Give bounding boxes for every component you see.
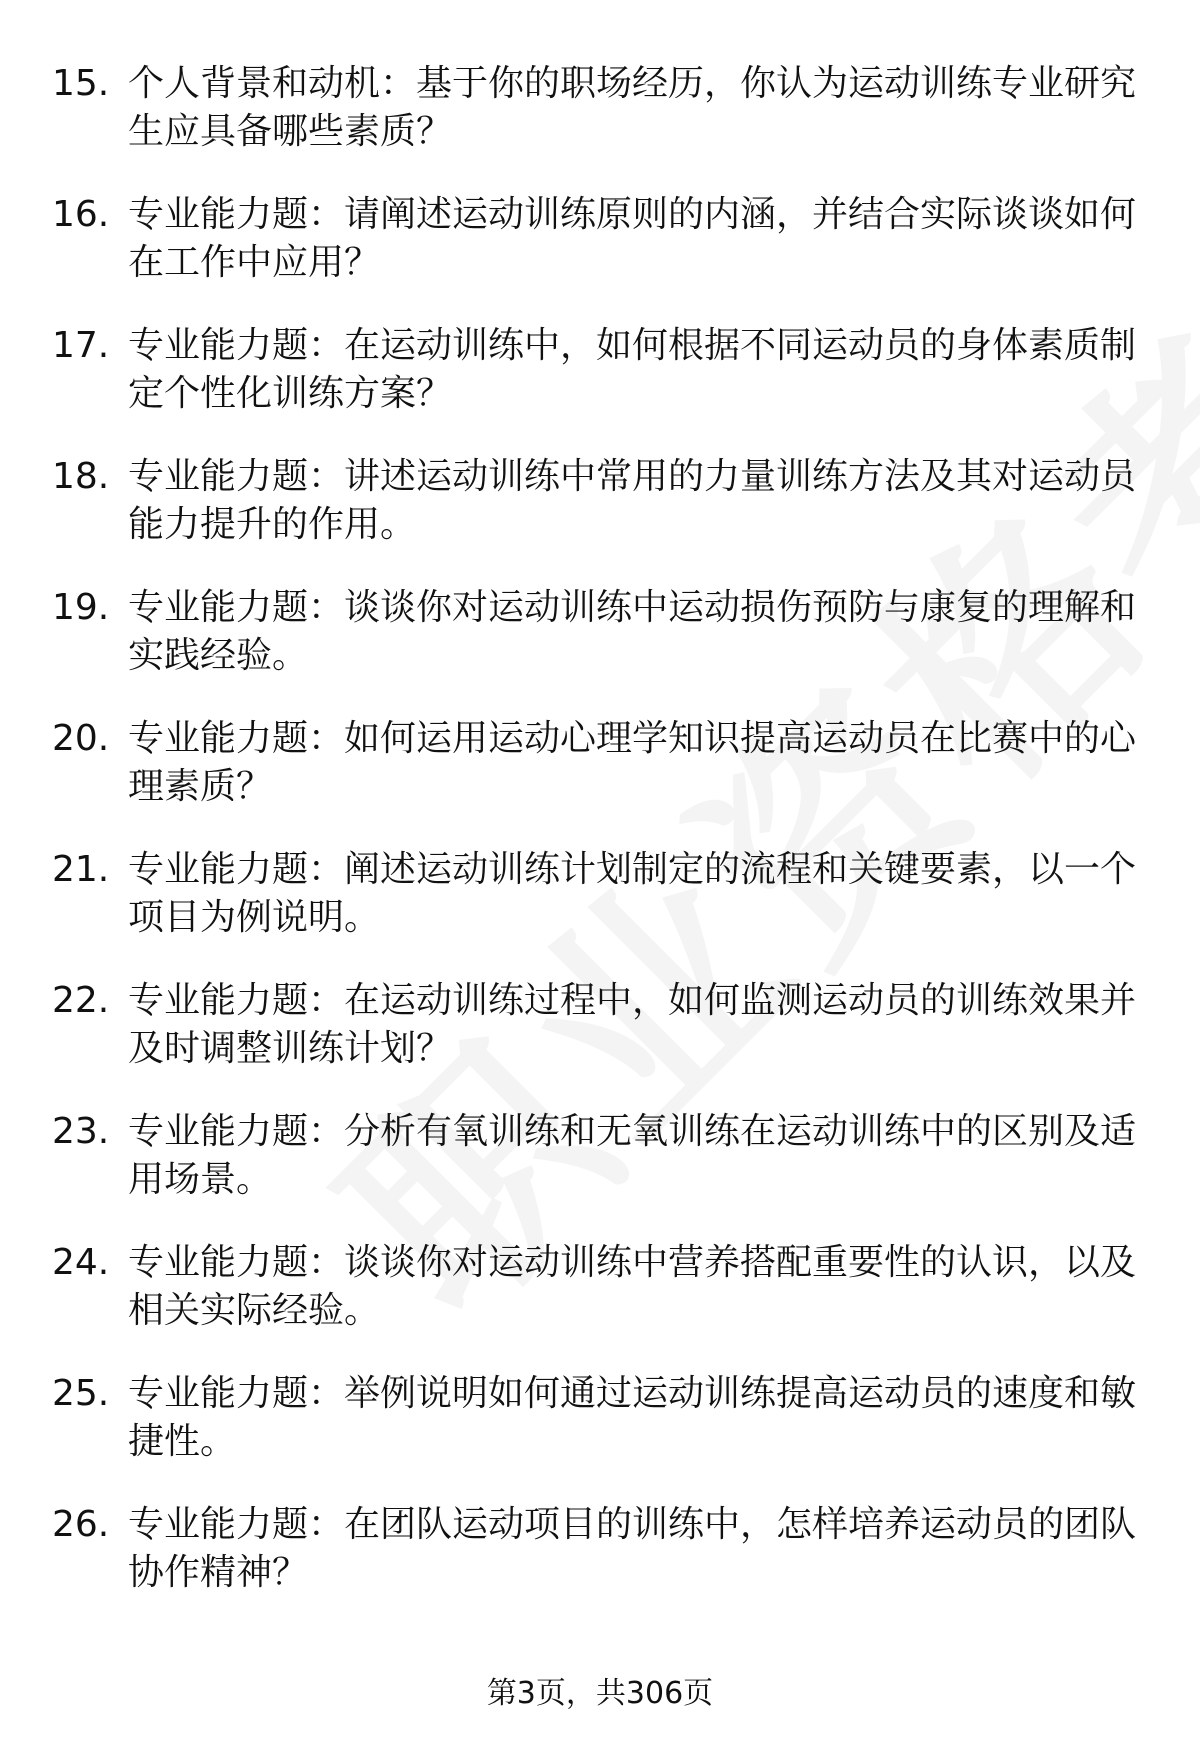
question-number: 19.	[52, 587, 110, 628]
list-item	[0, 584, 1200, 715]
question-number: 16.	[52, 194, 110, 235]
question-text: 专业能力题：请阐述运动训练原则的内涵，并结合实际谈谈如何在工作中应用？	[128, 194, 1137, 283]
list-item	[0, 1370, 1200, 1501]
question-list	[0, 60, 1200, 1632]
list-item	[0, 977, 1200, 1108]
page-footer: 第3页，共306页	[486, 1676, 714, 1711]
question-number: 17.	[52, 325, 110, 366]
question-text: 专业能力题：谈谈你对运动训练中营养搭配重要性的认识，以及相关实际经验。	[128, 1242, 1137, 1331]
question-text: 专业能力题：如何运用运动心理学知识提高运动员在比赛中的心理素质？	[128, 718, 1137, 807]
question-number: 21.	[52, 849, 110, 890]
question-text: 专业能力题：举例说明如何通过运动训练提高运动员的速度和敏捷性。	[128, 1373, 1137, 1462]
question-number: 26.	[52, 1504, 110, 1545]
list-item	[0, 1239, 1200, 1370]
question-text: 专业能力题：分析有氧训练和无氧训练在运动训练中的区别及适用场景。	[128, 1111, 1137, 1200]
question-text: 专业能力题：在运动训练过程中，如何监测运动员的训练效果并及时调整训练计划？	[128, 980, 1137, 1069]
question-number: 23.	[52, 1111, 110, 1152]
question-text: 专业能力题：谈谈你对运动训练中运动损伤预防与康复的理解和实践经验。	[128, 587, 1137, 676]
question-number: 20.	[52, 718, 110, 759]
list-item	[0, 322, 1200, 453]
question-number: 25.	[52, 1373, 110, 1414]
question-number: 24.	[52, 1242, 110, 1283]
question-number: 15.	[52, 63, 110, 104]
question-text: 个人背景和动机：基于你的职场经历，你认为运动训练专业研究生应具备哪些素质？	[128, 63, 1137, 152]
question-text: 专业能力题：在团队运动项目的训练中，怎样培养运动员的团队协作精神？	[128, 1504, 1137, 1593]
list-item	[0, 191, 1200, 322]
question-number: 22.	[52, 980, 110, 1021]
question-text: 专业能力题：阐述运动训练计划制定的流程和关键要素，以一个项目为例说明。	[128, 849, 1137, 938]
list-item	[0, 1501, 1200, 1632]
list-item	[0, 1108, 1200, 1239]
question-text: 专业能力题：讲述运动训练中常用的力量训练方法及其对运动员能力提升的作用。	[128, 456, 1137, 545]
question-number: 18.	[52, 456, 110, 497]
list-item	[0, 60, 1200, 191]
list-item	[0, 715, 1200, 846]
list-item	[0, 846, 1200, 977]
list-item	[0, 453, 1200, 584]
question-text: 专业能力题：在运动训练中，如何根据不同运动员的身体素质制定个性化训练方案？	[128, 325, 1137, 414]
